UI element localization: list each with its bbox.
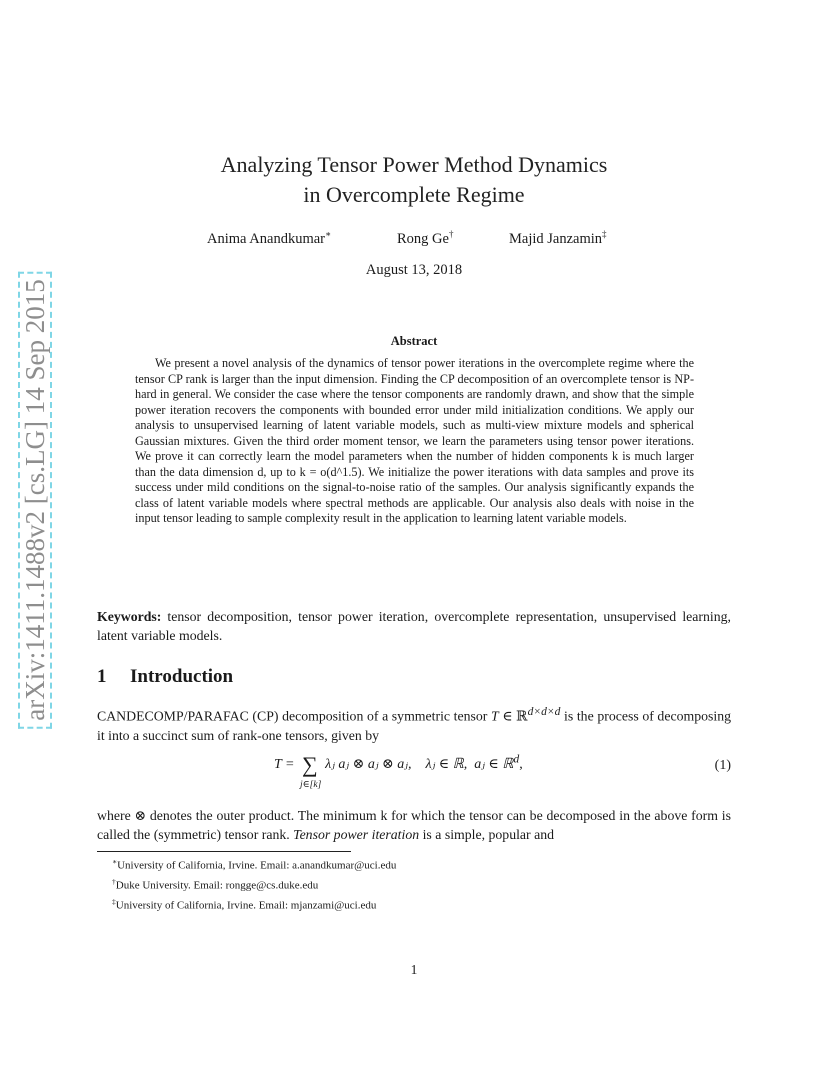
author-3-footnote-mark[interactable]: ‡ [602,229,607,239]
section-heading-introduction [97,666,233,688]
abstract-text: We present a novel analysis of the dynamics of tensor power iterations in the overcomplete regime where the tensor CP rank is larger than the input dimension. Finding the CP decomposition of an overcomplete tensor is NP-hard in general. We consider the case where the tensor components are randomly drawn, and show that the simple power iteration recovers the components with bounded error under mild initialization conditions. We apply our analysis to unsupervised learning of latent variable models, such as multi-view mixture models and spherical Gaussian mixtures. Given the third order moment tensor, we learn the parameters using tensor power iterations. We prove it can correctly learn the model parameters when the number of hidden components k is much larger than the data dimension d, up to k = o(d^1.5). We initialize the power iterations with data samples and prove its success under mild conditions on the signal-to-noise ratio of the samples. Our analysis significantly expands the class of latent variable models where spectral methods are applicable. Our analysis also deals with noise in the input tensor leading to sample complexity result in the application to learning latent variable models. [135,356,694,525]
tensor-power-iteration-term: Tensor power iteration [293,827,420,842]
author-2-name: Rong Ge [397,230,449,247]
author-2 [397,229,453,248]
intro-p1-text-a: CANDECOMP/PARAFAC (CP) decomposition of a symmetric tensor [97,708,488,724]
footnote-3-text: University of California, Irvine. Email: mjanzami@uci.edu [115,899,377,912]
paper-date: August 13, 2018 [365,262,463,278]
equation-body [274,752,523,790]
intro-paragraph-2 [97,806,731,844]
tensor-symbol: T [491,708,499,724]
equation-trailing-comma: , [519,757,523,772]
keywords-text: tensor decomposition, tensor power iteration, overcomplete representation, unsupervised learning, latent variable models. [97,609,731,643]
intro-p2-text-b: is a simple, popular and [422,827,555,842]
summation-symbol [299,752,322,790]
title-line-1: Analyzing Tensor Power Method Dynamics [220,152,608,177]
footnote-2-text: Duke University. Email: rongge@cs.duke.edu [115,879,319,892]
summation-index: j∈[k] [299,780,322,790]
keywords-label: Keywords: [97,609,162,624]
equation-1 [97,752,731,796]
equation-condition-a: aⱼ ∈ ℝ [474,757,514,772]
footnote-2 [112,874,396,894]
intro-paragraph-1: CANDECOMP/PARAFAC (CP) decomposition of a symmetric tensor T ∈ ℝ$^{d\times d\times d}$ is the process of decomposing it into a succinct sum of rank-one tensors, given by [97,706,731,743]
equation-lhs: T = [274,757,295,772]
section-number: 1 [97,666,107,687]
intro-p2-text-a: where ⊗ denotes the outer product. The minimum k for which the tensor can be decomposed in the above form is called the (symmetric) tensor rank. [97,808,731,842]
paper-title [100,150,728,210]
footnote-1-text: University of California, Irvine. Email: a.anandkumar@uci.edu [117,859,397,872]
keywords [97,607,731,645]
author-3 [509,229,607,248]
footnote-3-mark: ‡ [112,897,116,907]
footnote-rule [97,851,351,852]
title-line-2: in Overcomplete Regime [303,182,525,207]
author-3-name: Majid Janzamin [509,230,603,247]
equation-summand: λⱼ aⱼ ⊗ aⱼ ⊗ aⱼ, [325,757,412,772]
abstract-heading: Abstract [390,334,438,348]
author-1-footnote-mark[interactable]: ∗ [325,229,332,239]
author-2-footnote-mark[interactable]: † [448,229,454,239]
footnote-3 [112,894,396,914]
section-title: Introduction [130,666,234,687]
author-1-name: Anima Anandkumar [207,230,325,247]
intro-p1-text-b: is the process of decomposing it into a succinct sum of rank-one tensors, given by [97,708,731,743]
page-number: 1 [410,962,418,977]
sum-glyph: ∑ [301,752,318,777]
real-space-symbol: ℝ [516,708,528,724]
author-1 [207,229,331,248]
footnote-1 [112,854,396,874]
arxiv-identifier-stamp[interactable]: arXiv:1411.1488v2 [cs.LG] 14 Sep 2015 [18,271,52,728]
equation-number: (1) [714,758,731,773]
author-list [0,229,828,249]
footnote-2-mark: † [112,877,116,887]
footnote-1-mark: ∗ [112,857,118,866]
footnotes [112,854,396,914]
equation-condition-lambda: λⱼ ∈ ℝ, [425,757,468,772]
equation-condition-exponent: d [513,752,520,766]
tensor-dimension-exponent: d×d×d [527,706,561,718]
